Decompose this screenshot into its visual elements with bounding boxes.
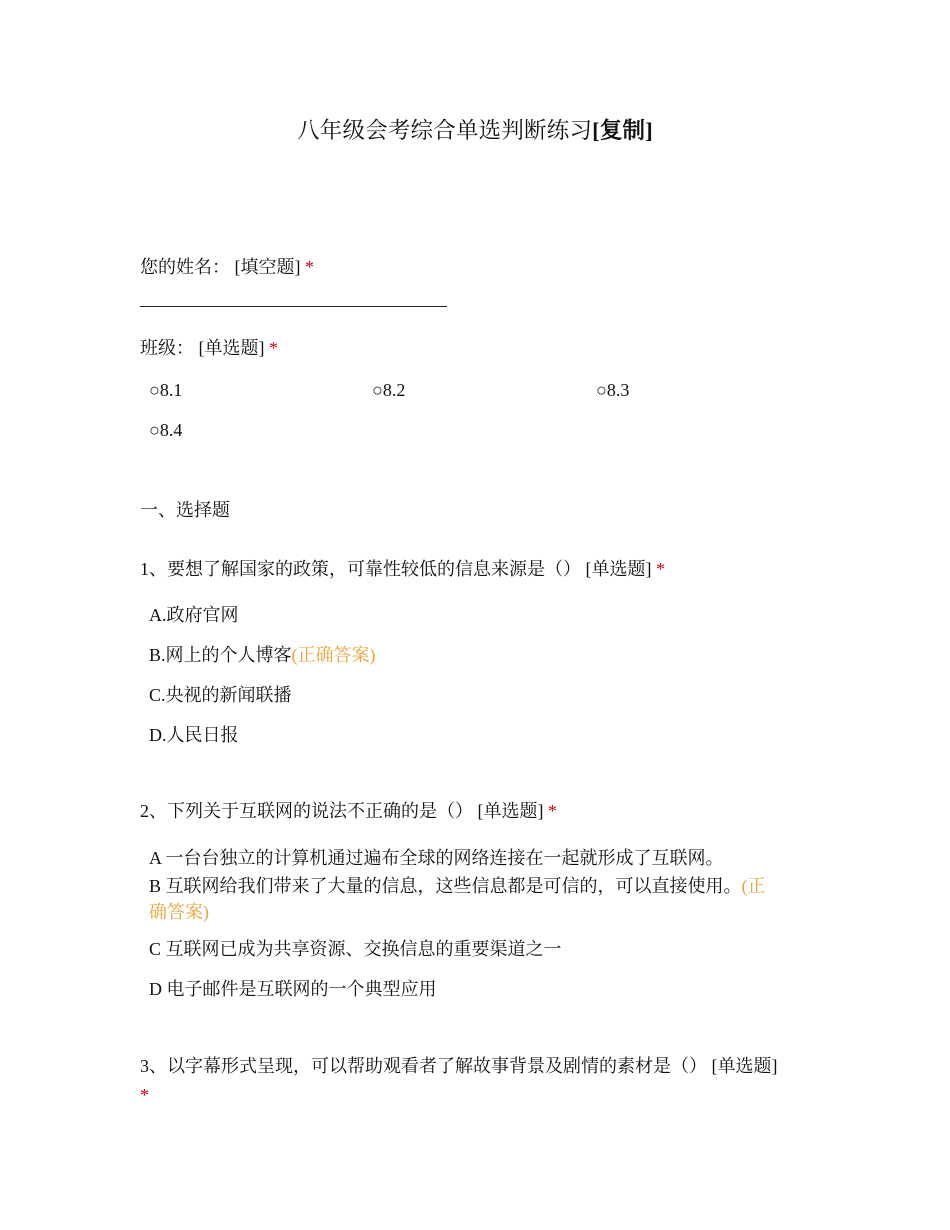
section-heading: 一、选择题 bbox=[140, 500, 230, 520]
q2-option-d[interactable]: D 电子邮件是互联网的一个典型应用 bbox=[149, 979, 437, 999]
question-type: [单选题] bbox=[198, 338, 265, 358]
question-type: [单选题] bbox=[711, 1056, 778, 1076]
question-2 bbox=[140, 797, 557, 823]
survey-title-suffix: [复制] bbox=[592, 118, 653, 143]
class-option-8-3[interactable]: ○8.3 bbox=[596, 380, 630, 400]
question-label: 班级： bbox=[140, 338, 194, 358]
question-3 bbox=[140, 1052, 820, 1078]
question-stem: 1、要想了解国家的政策，可靠性较低的信息来源是（） bbox=[140, 559, 581, 579]
q2-option-c[interactable]: C 互联网已成为共享资源、交换信息的重要渠道之一 bbox=[149, 939, 562, 959]
question-stem: 2、下列关于互联网的说法不正确的是（） bbox=[140, 801, 473, 821]
required-mark: * bbox=[305, 257, 314, 277]
q1-option-b[interactable] bbox=[149, 641, 376, 667]
question-label: 您的姓名： bbox=[140, 257, 230, 277]
required-mark: * bbox=[269, 338, 278, 358]
q1-option-a[interactable]: A.政府官网 bbox=[149, 605, 239, 625]
option-text: B.网上的个人博客 bbox=[149, 645, 292, 665]
class-option-8-1[interactable]: ○8.1 bbox=[149, 380, 183, 400]
q2-option-a[interactable]: A 一台台独立的计算机通过遍布全球的网络连接在一起就形成了互联网。 bbox=[149, 848, 724, 868]
survey-title bbox=[0, 113, 950, 145]
question-type: [单选题] bbox=[585, 559, 652, 579]
required-mark: * bbox=[140, 1085, 149, 1105]
question-stem: 3、以字幕形式呈现，可以帮助观看者了解故事背景及剧情的素材是（） bbox=[140, 1056, 707, 1076]
question-type: [单选题] bbox=[477, 801, 544, 821]
name-input-line[interactable] bbox=[140, 306, 447, 307]
question-class bbox=[140, 334, 278, 360]
q1-option-d[interactable]: D.人民日报 bbox=[149, 725, 239, 745]
required-mark: * bbox=[548, 801, 557, 821]
class-option-8-2[interactable]: ○8.2 bbox=[372, 380, 406, 400]
class-option-8-4[interactable]: ○8.4 bbox=[149, 420, 183, 440]
correct-answer-tag-cont: 确答案) bbox=[149, 902, 209, 922]
required-mark: * bbox=[656, 559, 665, 579]
q2-option-b[interactable] bbox=[149, 873, 799, 925]
question-type: [填空题] bbox=[234, 257, 301, 277]
correct-answer-tag: (正确答案) bbox=[291, 645, 376, 665]
survey-title-main: 八年级会考综合单选判断练习 bbox=[297, 118, 593, 143]
question-name bbox=[140, 253, 314, 279]
correct-answer-tag: (正 bbox=[741, 876, 766, 896]
question-1 bbox=[140, 555, 665, 581]
option-text: B 互联网给我们带来了大量的信息，这些信息都是可信的，可以直接使用。 bbox=[149, 876, 742, 896]
q1-option-c[interactable]: C.央视的新闻联播 bbox=[149, 685, 292, 705]
